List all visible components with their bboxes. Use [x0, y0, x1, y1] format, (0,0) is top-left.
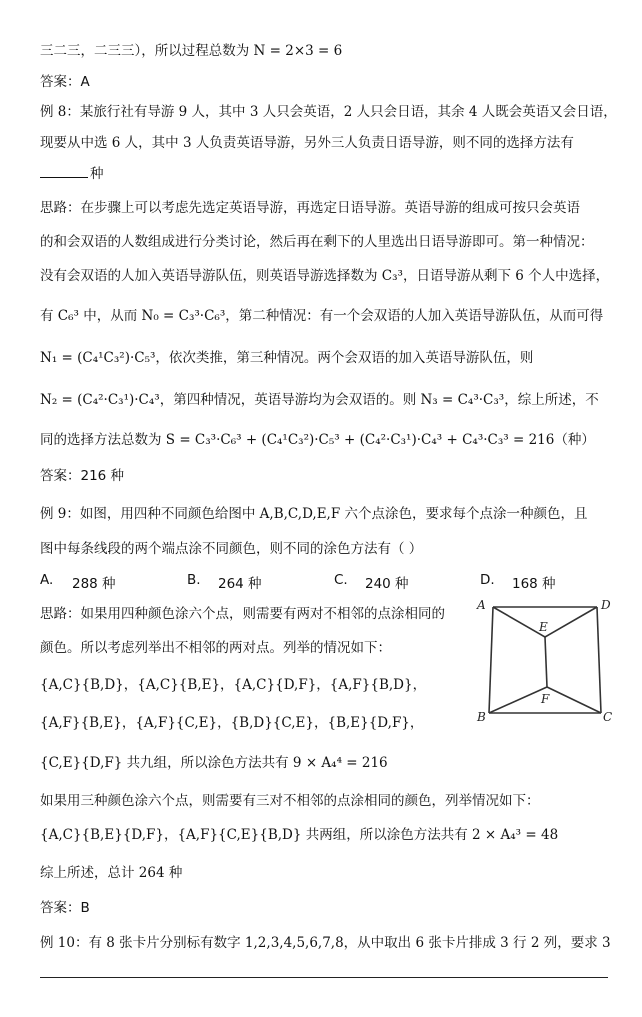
option-a-letter: A. [40, 572, 54, 588]
solution-8-line-6: N₂ = (C₄²·C₃¹)·C₄³，第四种情况，英语导游均为会双语的。则 N₃ = C₄³·C₃³，综上所述，不 [40, 392, 599, 408]
example-9-line-1: 例 9：如图，用四种不同颜色给图中 A,B,C,D,E,F 六个点涂色，要求每个点涂一种颜色，且 [40, 506, 588, 522]
graph-figure [475, 595, 615, 735]
vertex-label-a: A [477, 598, 486, 612]
solution-8-line-2: 的和会双语的人数组成进行分类讨论，然后再在剩下的人里选出日语导游即可。第一种情况： [40, 234, 594, 250]
answer-blank [40, 163, 88, 178]
solution-8-line-7: 同的选择方法总数为 S = C₃³·C₆³ + (C₄¹C₃²)·C₅³ + (C₄²·C₃¹)·C₄³ + C₄³·C₃³ = 216（种） [40, 432, 595, 448]
answer-line-2: 答案：216 种 [40, 468, 125, 484]
option-c-text: 240 种 [365, 576, 409, 592]
vertex-label-b: B [477, 710, 486, 724]
solution-8-line-5: N₁ = (C₄¹C₃²)·C₅³，依次类推，第三种情况。两个会双语的加入英语导游队伍，则 [40, 350, 534, 366]
edge-de [545, 607, 597, 637]
solution-9-line-3: {A,C}{B,D}，{A,C}{B,E}，{A,C}{D,F}，{A,F}{B,D}， [40, 677, 427, 693]
edge-ae [493, 607, 545, 637]
blank-unit: 种 [90, 166, 104, 182]
solution-9-line-2: 颜色。所以考虑列举出不相邻的两对点。列举的情况如下： [40, 640, 391, 656]
option-d-letter: D. [480, 572, 495, 588]
option-c-letter: C. [334, 572, 348, 588]
solution-8-line-4: 有 C₆³ 中，从而 N₀ = C₃³·C₆³，第二种情况：有一个会双语的人加入英语导游队伍，从而可得 [40, 308, 604, 324]
edge-ef [545, 637, 547, 687]
edge-dc [597, 607, 601, 713]
option-b-letter: B. [187, 572, 201, 588]
option-d-text: 168 种 [512, 576, 556, 592]
option-a-text: 288 种 [72, 576, 116, 592]
solution-8-line-1: 思路：在步骤上可以考虑先选定英语导游，再选定日语导游。英语导游的组成可按只会英语 [40, 200, 580, 216]
solution-9-line-4: {A,F}{B,E}，{A,F}{C,E}，{B,D}{C,E}，{B,E}{D,F}， [40, 715, 424, 731]
edge-bf [489, 687, 547, 713]
answer-line-1: 答案：A [40, 74, 90, 90]
solution-9-line-5: {C,E}{D,F} 共九组，所以涂色方法共有 9 × A₄⁴ = 216 [40, 755, 388, 771]
answer-line-3: 答案：B [40, 900, 90, 916]
solution-9-line-7: {A,C}{B,E}{D,F}，{A,F}{C,E}{B,D} 共两组，所以涂色方法共有 2 × A₄³ = 48 [40, 827, 559, 843]
solution-9-line-6: 如果用三种颜色涂六个点，则需要有三对不相邻的点涂相同的颜色，列举情况如下： [40, 793, 540, 809]
option-b-text: 264 种 [218, 576, 262, 592]
edge-ab [489, 607, 493, 713]
example-9-line-2: 图中每条线段的两个端点涂不同颜色，则不同的涂色方法有（ ） [40, 541, 423, 557]
solution-9-line-1: 思路：如果用四种颜色涂六个点，则需要有两对不相邻的点涂相同的 [40, 606, 445, 622]
example-8-blank-line [40, 163, 610, 185]
example-8-line-1: 例 8：某旅行社有导游 9 人，其中 3 人只会英语，2 人只会日语，其余 4 人既会英语又会日语， [40, 104, 617, 120]
footer-divider [40, 977, 608, 978]
text-line-continuation: 三二三，二三三），所以过程总数为 N = 2×3 = 6 [40, 43, 343, 59]
solution-9-line-8: 综上所述，总计 264 种 [40, 865, 183, 881]
example-8-line-2: 现要从中选 6 人，其中 3 人负责英语导游，另外三人负责日语导游，则不同的选择方法有 [40, 135, 574, 151]
vertex-label-e: E [539, 620, 548, 634]
vertex-label-c: C [603, 710, 613, 724]
vertex-label-d: D [601, 598, 611, 612]
vertex-label-f: F [541, 692, 550, 706]
edge-cf [547, 687, 601, 713]
example-10-line-1: 例 10：有 8 张卡片分别标有数字 1,2,3,4,5,6,7,8，从中取出 6 张卡片排成 3 行 2 列，要求 3 [40, 935, 611, 951]
solution-8-line-3: 没有会双语的人加入英语导游队伍，则英语导游选择数为 C₃³，日语导游从剩下 6 个人中选择， [40, 268, 610, 284]
